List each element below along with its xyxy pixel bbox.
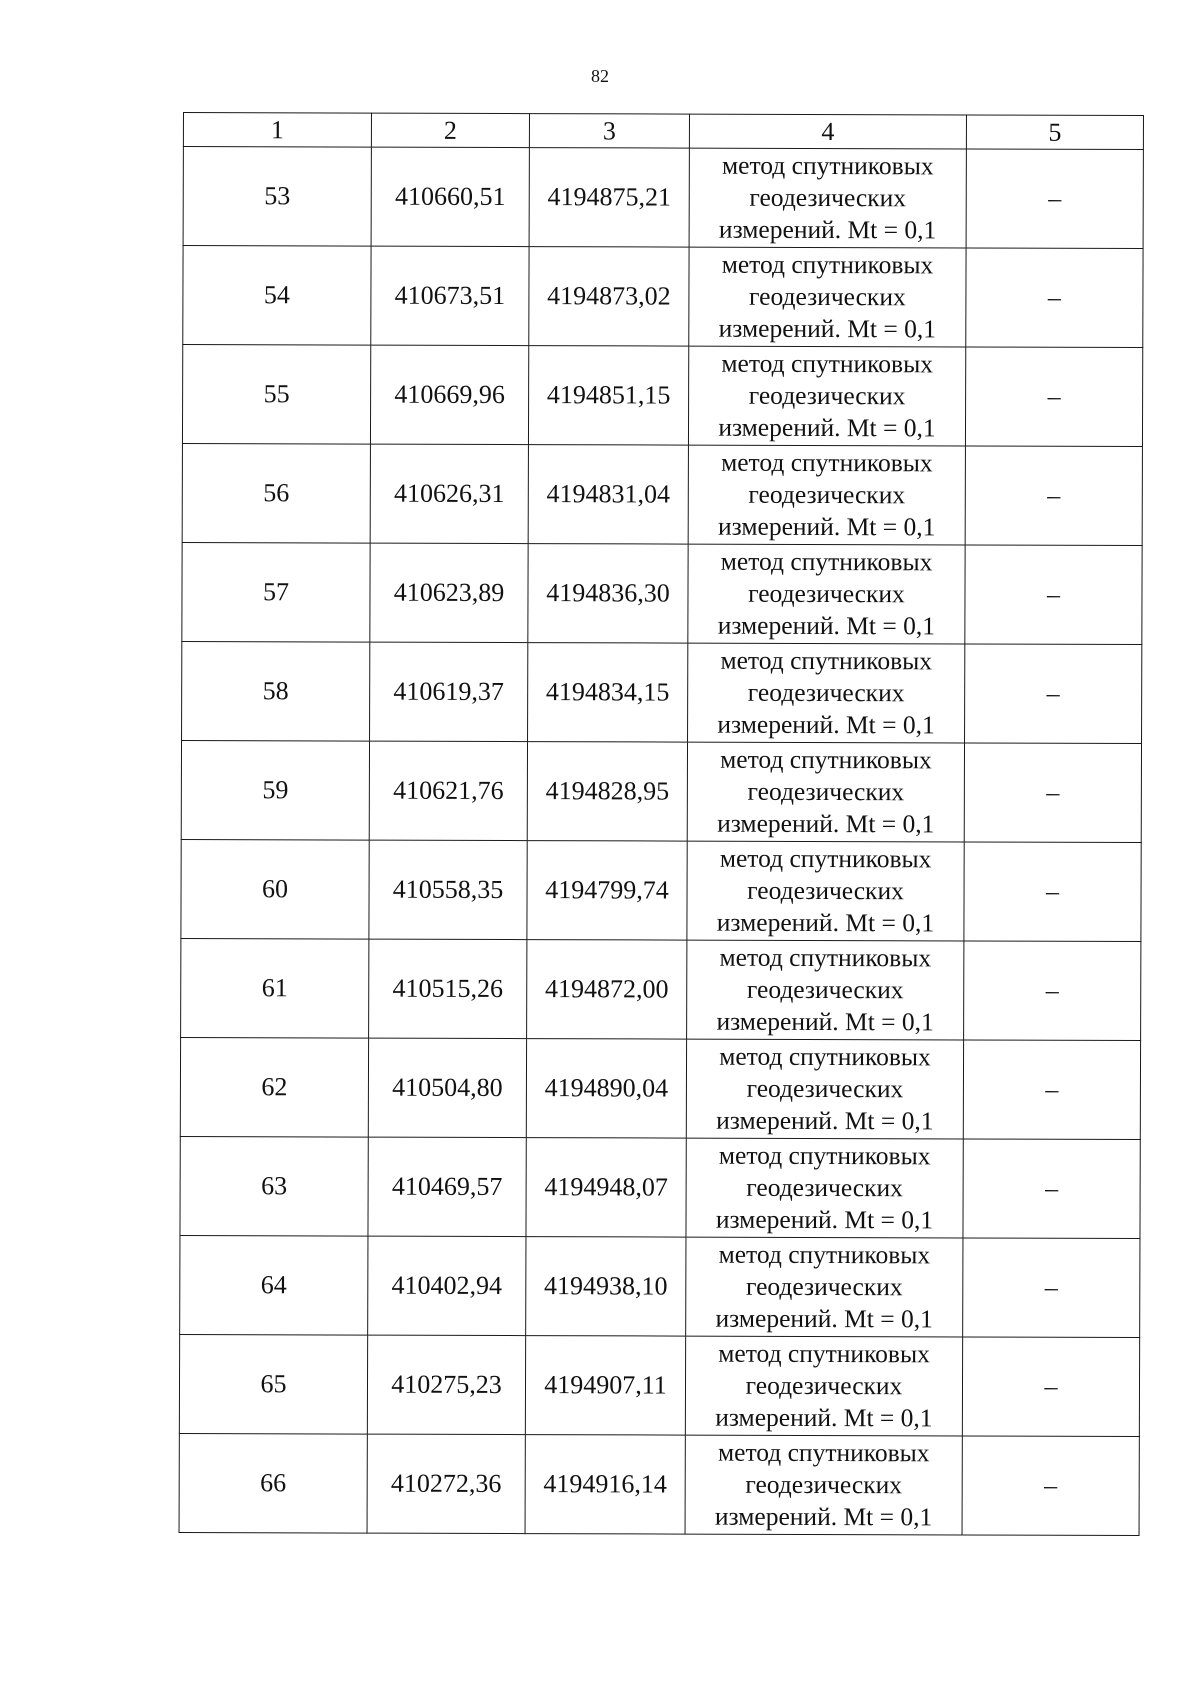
y-coordinate-cell: 4194938,10 <box>526 1237 686 1337</box>
y-coordinate-cell: 4194799,74 <box>527 841 687 941</box>
note-cell: – <box>965 347 1142 447</box>
y-coordinate-cell: 4194834,15 <box>528 643 688 743</box>
method-line: измерений. Mt = 0,1 <box>718 412 936 443</box>
table-header-row <box>183 113 1143 150</box>
method-cell <box>689 247 966 347</box>
method-line: геодезических <box>748 380 906 411</box>
header-col-4: 4 <box>689 114 966 149</box>
method-line: измерений. Mt = 0,1 <box>717 709 935 740</box>
table-row <box>179 1433 1139 1535</box>
x-coordinate-cell: 410275,23 <box>367 1335 525 1434</box>
y-coordinate-cell: 4194872,00 <box>527 940 687 1040</box>
method-cell <box>689 148 966 248</box>
y-coordinate-cell: 4194851,15 <box>528 346 688 446</box>
note-cell: – <box>965 446 1142 546</box>
note-cell: – <box>962 1337 1139 1437</box>
method-cell <box>687 940 964 1040</box>
header-col-1: 1 <box>183 113 371 148</box>
y-coordinate-cell: 4194831,04 <box>528 445 688 545</box>
x-coordinate-cell: 410504,80 <box>368 1038 526 1137</box>
method-cell <box>686 1237 963 1337</box>
note-cell: – <box>963 1238 1140 1338</box>
method-line: метод спутниковых <box>718 1140 931 1171</box>
method-cell <box>686 1039 963 1139</box>
method-line: геодезических <box>745 1271 903 1302</box>
method-cell <box>687 841 964 941</box>
method-line: метод спутниковых <box>719 942 932 973</box>
header-col-2: 2 <box>371 113 529 147</box>
method-line: метод спутниковых <box>719 843 932 874</box>
table-row <box>181 839 1141 941</box>
point-number-cell: 64 <box>180 1235 368 1335</box>
point-number-cell: 59 <box>181 740 369 840</box>
y-coordinate-cell: 4194873,02 <box>529 247 689 347</box>
note-cell: – <box>963 1040 1140 1140</box>
point-number-cell: 54 <box>183 246 371 346</box>
x-coordinate-cell: 410623,89 <box>370 543 528 642</box>
y-coordinate-cell: 4194916,14 <box>525 1435 685 1535</box>
note-cell: – <box>966 248 1143 348</box>
table-row <box>180 1037 1140 1139</box>
table-row <box>183 246 1143 348</box>
point-number-cell: 66 <box>179 1433 367 1533</box>
method-cell <box>685 1336 962 1436</box>
x-coordinate-cell: 410515,26 <box>369 939 527 1038</box>
y-coordinate-cell: 4194948,07 <box>526 1138 686 1238</box>
x-coordinate-cell: 410272,36 <box>367 1434 525 1533</box>
table-row <box>182 443 1142 545</box>
method-line: метод спутниковых <box>718 1338 930 1369</box>
x-coordinate-cell: 410626,31 <box>370 444 528 543</box>
x-coordinate-cell: 410402,94 <box>368 1236 526 1335</box>
point-number-cell: 56 <box>182 443 370 543</box>
method-line: геодезических <box>746 1172 903 1203</box>
method-cell <box>687 742 964 842</box>
point-number-cell: 57 <box>182 542 370 642</box>
coordinates-table <box>179 112 1144 1536</box>
method-line: измерений. Mt = 0,1 <box>716 1006 934 1037</box>
note-cell: – <box>966 149 1143 249</box>
point-number-cell: 55 <box>182 345 370 445</box>
note-cell: – <box>963 1139 1140 1239</box>
point-number-cell: 61 <box>181 938 369 1038</box>
note-cell: – <box>965 545 1142 645</box>
note-cell: – <box>964 842 1141 942</box>
x-coordinate-cell: 410669,96 <box>370 345 528 444</box>
table-row <box>181 740 1141 842</box>
note-cell: – <box>964 941 1141 1041</box>
y-coordinate-cell: 4194828,95 <box>527 742 687 842</box>
method-line: геодезических <box>747 677 905 708</box>
method-line: метод спутниковых <box>722 150 934 181</box>
method-line: геодезических <box>746 974 904 1005</box>
method-cell <box>688 346 965 446</box>
table-row <box>179 1334 1139 1436</box>
header-col-3: 3 <box>529 114 689 149</box>
method-line: геодезических <box>747 875 904 906</box>
method-line: геодезических <box>749 281 906 312</box>
method-line: измерений. Mt = 0,1 <box>717 511 936 542</box>
table-row <box>182 641 1142 743</box>
x-coordinate-cell: 410660,51 <box>371 147 529 246</box>
method-line: измерений. Mt = 0,1 <box>717 808 935 839</box>
method-line: измерений. Mt = 0,1 <box>718 313 937 344</box>
method-line: метод спутниковых <box>717 1437 930 1468</box>
y-coordinate-cell: 4194890,04 <box>526 1039 686 1139</box>
method-line: измерений. Mt = 0,1 <box>715 1303 933 1334</box>
method-line: измерений. Mt = 0,1 <box>717 610 936 641</box>
method-line: метод спутниковых <box>719 1041 931 1072</box>
method-line: геодезических <box>746 1073 904 1104</box>
method-line: метод спутниковых <box>720 546 933 577</box>
note-cell: – <box>964 743 1141 843</box>
method-line: геодезических <box>748 479 906 510</box>
table-row <box>182 345 1142 447</box>
page-number: 82 <box>591 66 609 86</box>
method-line: измерений. Mt = 0,1 <box>718 214 937 245</box>
note-cell: – <box>965 644 1142 744</box>
table-row <box>181 938 1141 1040</box>
method-cell <box>686 1138 963 1238</box>
table-body <box>179 147 1143 1536</box>
method-cell <box>688 643 965 743</box>
table-row <box>182 542 1142 644</box>
y-coordinate-cell: 4194907,11 <box>525 1336 685 1436</box>
point-number-cell: 58 <box>182 641 370 741</box>
method-cell <box>688 544 965 644</box>
point-number-cell: 60 <box>181 839 369 939</box>
method-line: измерений. Mt = 0,1 <box>715 1402 933 1433</box>
method-line: измерений. Mt = 0,1 <box>716 907 935 938</box>
header-col-5: 5 <box>966 115 1143 150</box>
y-coordinate-cell: 4194875,21 <box>529 148 689 248</box>
method-line: геодезических <box>745 1370 903 1401</box>
method-line: метод спутниковых <box>718 1239 931 1270</box>
point-number-cell: 63 <box>180 1136 368 1236</box>
x-coordinate-cell: 410673,51 <box>371 246 529 345</box>
x-coordinate-cell: 410619,37 <box>370 642 528 741</box>
table-row <box>180 1235 1140 1337</box>
point-number-cell: 62 <box>180 1037 368 1137</box>
table-row <box>180 1136 1140 1238</box>
method-line: измерений. Mt = 0,1 <box>716 1105 934 1136</box>
x-coordinate-cell: 410469,57 <box>368 1137 526 1236</box>
method-cell <box>688 445 965 545</box>
method-line: метод спутниковых <box>720 645 933 676</box>
x-coordinate-cell: 410621,76 <box>369 741 527 840</box>
y-coordinate-cell: 4194836,30 <box>528 544 688 644</box>
method-line: измерений. Mt = 0,1 <box>714 1501 933 1532</box>
method-line: метод спутниковых <box>721 249 934 280</box>
method-line: метод спутниковых <box>720 744 932 775</box>
method-line: метод спутниковых <box>721 447 933 478</box>
method-line: геодезических <box>748 578 905 609</box>
method-line: метод спутниковых <box>721 348 934 379</box>
table-row <box>183 147 1143 249</box>
note-cell: – <box>962 1436 1139 1536</box>
x-coordinate-cell: 410558,35 <box>369 840 527 939</box>
method-line: измерений. Mt = 0,1 <box>715 1204 934 1235</box>
point-number-cell: 53 <box>183 147 371 247</box>
method-line: геодезических <box>749 182 907 213</box>
method-cell <box>685 1435 962 1535</box>
method-line: геодезических <box>745 1469 903 1500</box>
point-number-cell: 65 <box>179 1334 367 1434</box>
method-line: геодезических <box>747 776 905 807</box>
